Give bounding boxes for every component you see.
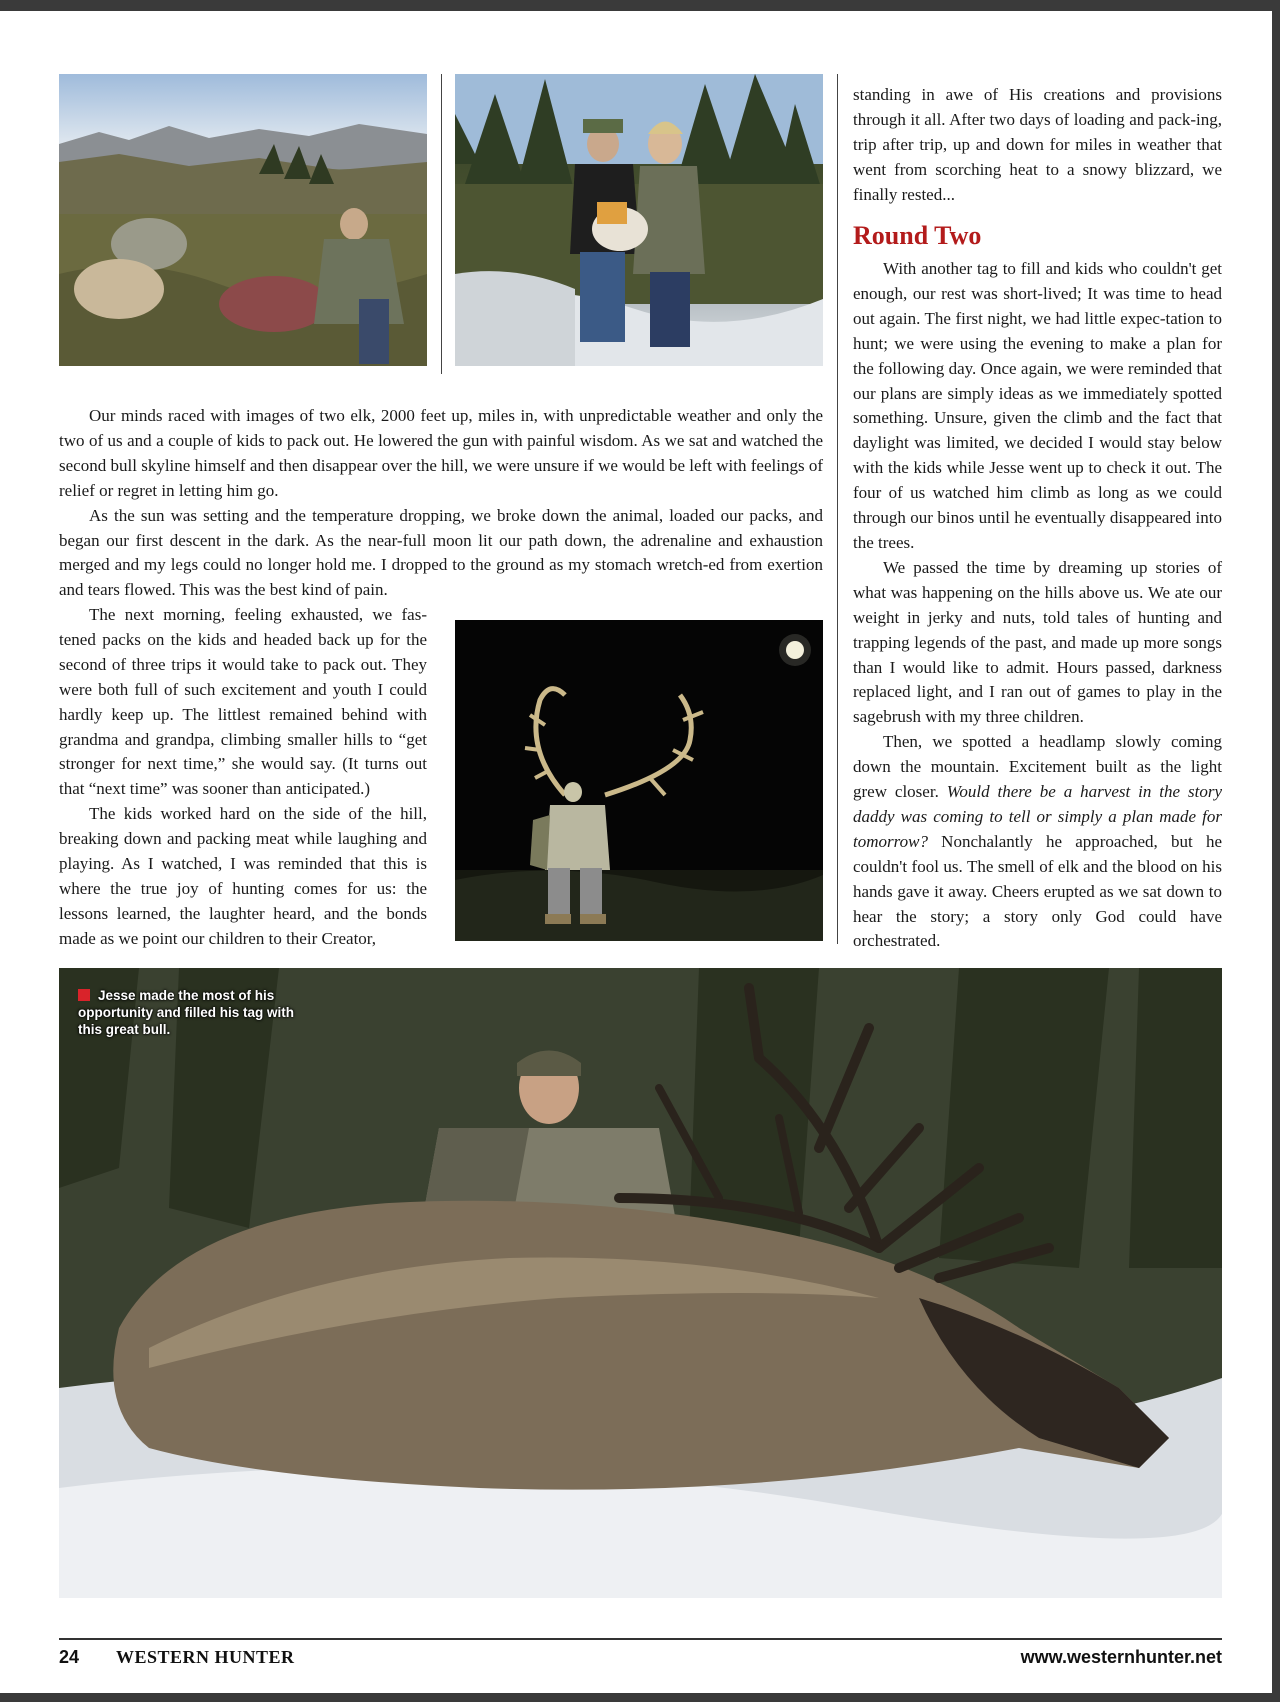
page-number: 24 xyxy=(59,1647,80,1667)
column-rule xyxy=(441,74,442,374)
continuation-paragraph: standing in awe of His creations and provisions through it all. After two days of loading and pack-ing, trip after trip, up and down for miles in weather that went from scorching heat to a snowy blizzard, we finally rested... xyxy=(853,85,1222,204)
right-column xyxy=(853,83,1222,208)
body-paragraph: As the sun was setting and the temperature dropping, we broke down the animal, loaded our packs, and began our first descent in the dark. As the near-full moon lit our path down, the adrenaline and exhaustion merged and my legs could no longer hold me. I dropped to the ground as my stomach wretch-ed from exertion and tears flowed. This was the best kind of pain. xyxy=(59,505,823,600)
round-two-text xyxy=(853,257,1222,954)
footer-rule xyxy=(59,1638,1222,1640)
body-paragraph: Our minds raced with images of two elk, 2000 feet up, miles in, with unpredictable weather and only the two of us and a couple of kids to pack out. He lowered the gun with painful wisdom. As we sat and watched the second bull skyline himself and then disappear over the hill, we were unsure if we would be left with feelings of relief or regret in letting him go. xyxy=(59,406,823,500)
paragraph-text-end: Nonchalantly he approached, but he couldn't fool us. The smell of elk and the blood on his hands gave it away. Cheers erupted as we sat down to hear the story; a story only God could have orchestrated. xyxy=(853,831,1222,951)
left-column xyxy=(59,603,427,952)
night-antlers-photo xyxy=(455,620,823,941)
kids-packing-photo xyxy=(455,74,823,366)
field-dressing-illustration xyxy=(59,74,427,366)
night-antlers-illustration xyxy=(455,620,823,941)
caption-marker xyxy=(78,989,90,1001)
caption-text: Jesse made the most of his opportunity and filled his tag with this great bull. xyxy=(78,988,294,1037)
italic-question: Would there be a harvest in the story daddy was coming to tell or simply a plan made for tomorrow? xyxy=(853,782,1222,851)
body-paragraph: We passed the time by dreaming up stories of what was happening on the hills above us. We ate our weight in jerky and nuts, told tales of hunting and trapping legends of the past, and made up more songs than I would like to admit. Hours passed, darkness replaced light, and I ran out of games to play in the sagebrush with my three children. xyxy=(853,557,1222,727)
main-text-block xyxy=(59,404,823,603)
column-rule xyxy=(837,74,838,944)
magazine-name: WESTERN HUNTER xyxy=(116,1647,295,1667)
kids-packing-illustration xyxy=(455,74,823,366)
section-heading: Round Two xyxy=(853,221,982,250)
website-link[interactable]: www.westernhunter.net xyxy=(1020,1647,1222,1667)
photo-caption xyxy=(78,987,318,1038)
magazine-page xyxy=(0,11,1272,1693)
bull-elk-photo xyxy=(59,968,1222,1598)
body-paragraph-with-italic xyxy=(853,730,1222,954)
bull-elk-illustration xyxy=(59,968,1222,1598)
field-dressing-photo xyxy=(59,74,427,366)
body-paragraph: The kids worked hard on the side of the hill, breaking down and packing meat while laughing and playing. As I watched, I was reminded that this is where the true joy of hunting comes for us: the lessons learned, the laughter heard, and the bonds made as we point our children to their Creator, xyxy=(59,804,427,948)
paragraph-text-start: Then, we spotted a headlamp slowly coming down the mountain. Excitement built as the light grew closer. xyxy=(853,732,1222,802)
body-paragraph: With another tag to fill and kids who couldn't get enough, our rest was short-lived; It was time to head out again. The first night, we had little expec-tation to hunt; we were using the evening to make a plan for the following day. Once again, we were reminded that our plans are simply ideas as we immediately spotted something. Unsure, given the climb and the fact that daylight was limited, we decided I would stay below with the kids while Jesse went up to check it out. The four of us watched him climb as long as we could through our binos until he eventually disappeared into the trees. xyxy=(853,259,1222,552)
body-paragraph: The next morning, feeling exhausted, we fas-tened packs on the kids and headed back up for the second of three trips it would take to pack out. They were both full of such excitement and youth I could hardly keep up. The littlest remained behind with grandma and grandpa, climbing smaller hills to “get stronger for next time,” she would say. (It turns out that “next time” was sooner than anticipated.) xyxy=(59,605,427,799)
